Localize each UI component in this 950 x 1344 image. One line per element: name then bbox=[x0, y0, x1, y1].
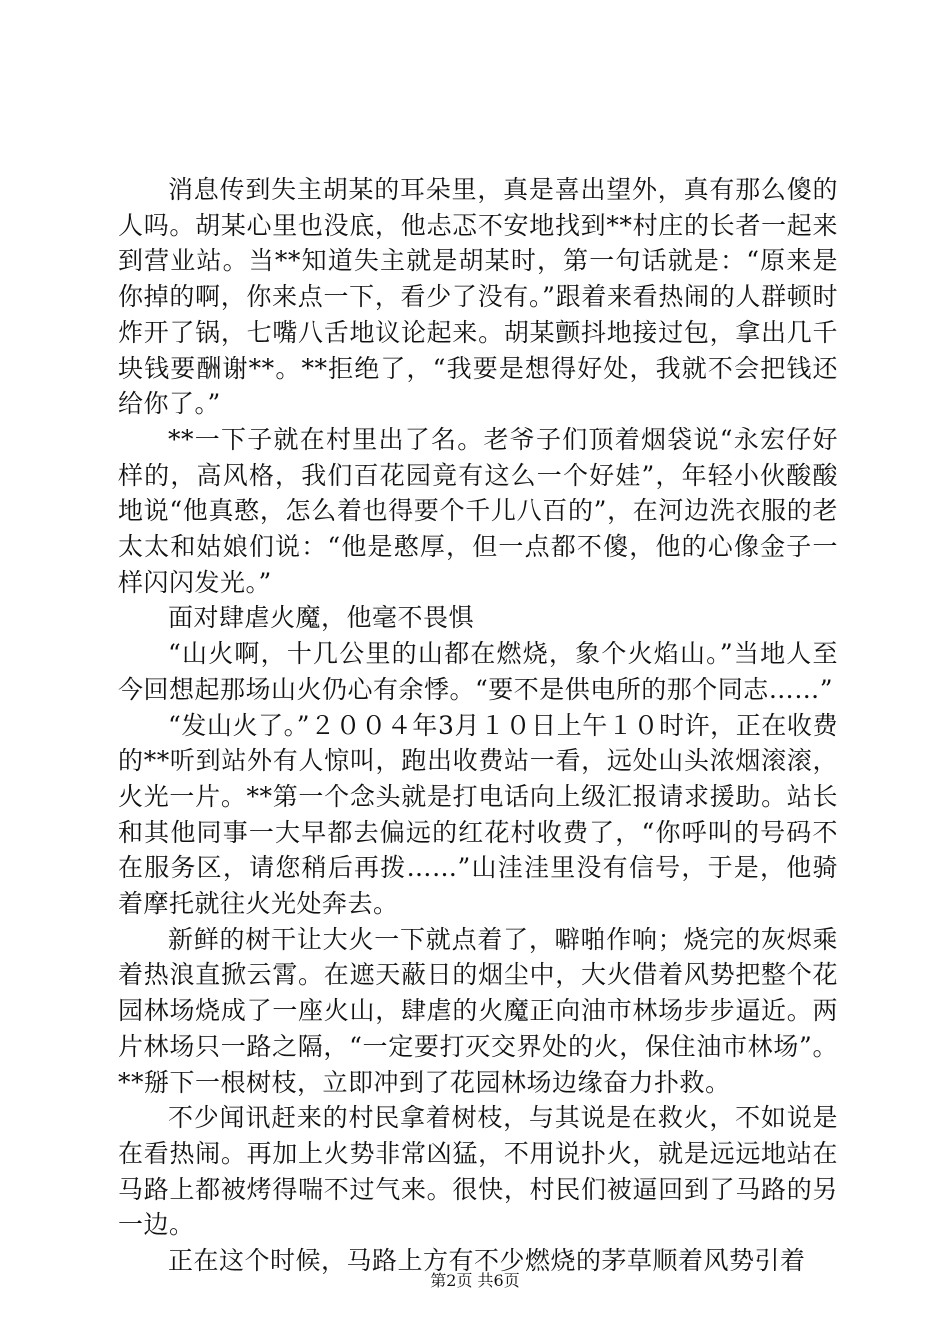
paragraph-7: 正在这个时候，马路上方有不少燃烧的茅草顺着风势引着 bbox=[168, 1246, 806, 1276]
paragraph-3: “山火啊，十几公里的山都在燃烧，象个火焰山。”当地人至今回想起那场山火仍心有余悸。“要不是供电所的那个同志……” bbox=[118, 639, 838, 704]
section-heading: 面对肆虐火魔，他毫不畏惧 bbox=[168, 603, 475, 633]
paragraph-2: **一下子就在村里出了名。老爷子们顶着烟袋说“永宏仔好样的，高风格，我们百花园竟有这么一个好娃”，年轻小伙酸酸地说“他真憨，怎么着也得要个千儿八百的”，在河边洗衣服的老太太和姑娘们说：“他是憨厚，但一点都不傻，他的心像金子一样闪闪发光。” bbox=[118, 424, 838, 597]
page-number: 第2页 共6页 bbox=[430, 1271, 520, 1290]
paragraph-1: 消息传到失主胡某的耳朵里，真是喜出望外，真有那么傻的人吗。胡某心里也没底，他忐忑不安地找到**村庄的长者一起来到营业站。当**知道失主就是胡某时，第一句话就是：“原来是你掉的啊，你来点一下，看少了没有。”跟着来看热闹的人群顿时炸开了锅，七嘴八舌地议论起来。胡某颤抖地接过包，拿出几千块钱要酬谢**。**拒绝了，“我要是想得好处，我就不会把钱还给你了。” bbox=[118, 175, 838, 419]
paragraph-5: 新鲜的树干让大火一下就点着了，噼啪作响；烧完的灰烬乘着热浪直掀云霄。在遮天蔽日的烟尘中，大火借着风势把整个花园林场烧成了一座火山，肆虐的火魔正向油市林场步步逼近。两片林场只一路之隔，“一定要打灭交界处的火，保住油市林场”。**掰下一根树枝，立即冲到了花园林场边缘奋力扑救。 bbox=[118, 924, 838, 1097]
paragraph-4: “发山火了。”２００４年3月１０日上午１０时许，正在收费的**听到站外有人惊叫，跑出收费站一看，远处山头浓烟滚滚，火光一片。**第一个念头就是打电话向上级汇报请求援助。站长和其他同事一大早都去偏远的红花村收费了，“你呼叫的号码不在服务区，请您稍后再拨……”山洼洼里没有信号，于是，他骑着摩托就往火光处奔去。 bbox=[118, 710, 838, 919]
paragraph-6: 不少闻讯赶来的村民拿着树枝，与其说是在救火，不如说是在看热闹。再加上火势非常凶猛，不用说扑火，就是远远地站在马路上都被烤得喘不过气来。很快，村民们被逼回到了马路的另一边。 bbox=[118, 1103, 838, 1240]
document-body bbox=[118, 172, 838, 1279]
